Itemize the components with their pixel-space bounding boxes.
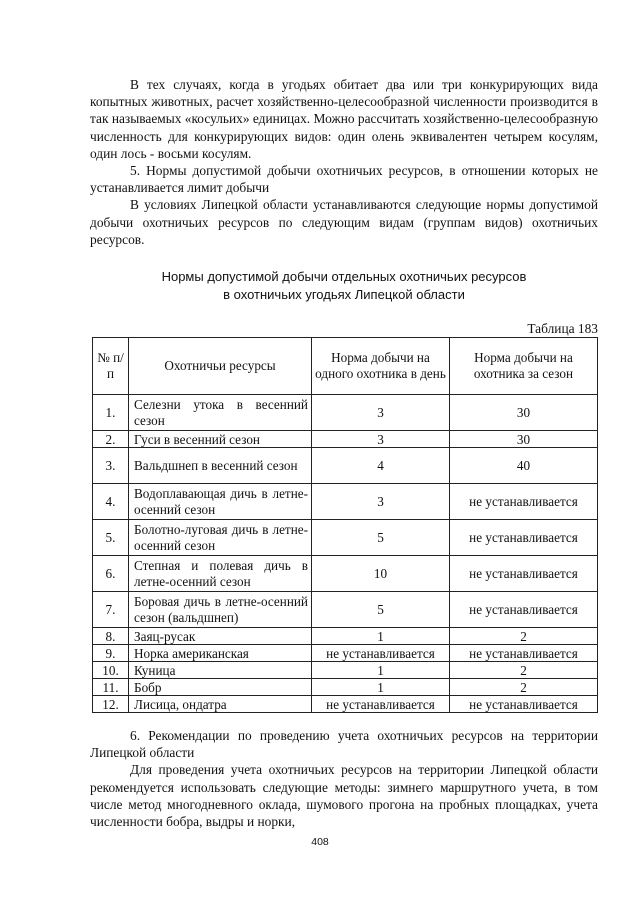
row-per-season: не устанавливается: [450, 520, 598, 556]
row-per-day: 5: [312, 592, 450, 628]
hunting-norms-table: [92, 337, 598, 713]
table-number-label: Таблица 183: [527, 321, 598, 336]
row-per-day: 3: [312, 395, 450, 431]
row-resource: Гуси в весенний сезон: [129, 431, 312, 448]
row-per-season: не устанавливается: [450, 592, 598, 628]
table-row: [93, 662, 598, 679]
row-number: 8.: [93, 628, 129, 645]
row-per-season: не устанавливается: [450, 484, 598, 520]
table-row: [93, 628, 598, 645]
row-number: 7.: [93, 592, 129, 628]
row-per-day: 4: [312, 448, 450, 484]
row-per-season: 30: [450, 431, 598, 448]
row-number: 2.: [93, 431, 129, 448]
row-per-season: 2: [450, 628, 598, 645]
row-resource: Куница: [129, 662, 312, 679]
row-per-day: 1: [312, 679, 450, 696]
paragraph-roe-units: В тех случаях, когда в угодьях обитает два или три конкурирующих вида копытных животных, расчет хозяйственно-целесообразной численности производится в так называемых «косульих» единицах. Можно рассчитать хозяйственно-целесообразную численность для конкурирующих видов: один олень эквивалентен четырем косулям, один лось - восьми косулям.: [90, 77, 598, 161]
header-per-season: Норма добычи на охотника за сезон: [450, 338, 598, 395]
row-per-season: 2: [450, 679, 598, 696]
row-number: 10.: [93, 662, 129, 679]
row-number: 9.: [93, 645, 129, 662]
row-resource: Норка американская: [129, 645, 312, 662]
row-resource: Селезни утока в весенний сезон: [129, 395, 312, 431]
table-row: [93, 395, 598, 431]
table-row: [93, 484, 598, 520]
intro-text: [90, 76, 598, 248]
table-row: [93, 448, 598, 484]
row-per-day: 10: [312, 556, 450, 592]
table-row: [93, 520, 598, 556]
caption-line-1: Нормы допустимой добычи отдельных охотничьих ресурсов: [161, 269, 527, 284]
row-number: 3.: [93, 448, 129, 484]
header-number: № п/п: [93, 338, 129, 395]
paragraph-norms-intro: В условиях Липецкой области устанавливаются следующие нормы допустимой добычи охотничьих ресурсов по следующим видам (группам видов) охотничьих ресурсов.: [90, 197, 598, 247]
caption-line-2: в охотничьих угодьях Липецкой области: [223, 287, 465, 302]
row-number: 6.: [93, 556, 129, 592]
section-5-heading: 5. Нормы допустимой добычи охотничьих ресурсов, в отношении которых не устанавливается лимит добычи: [90, 163, 598, 196]
row-per-season: 30: [450, 395, 598, 431]
row-resource: Заяц-русак: [129, 628, 312, 645]
row-per-day: не устанавливается: [312, 696, 450, 713]
row-per-day: 3: [312, 431, 450, 448]
paragraph-survey-methods: Для проведения учета охотничьих ресурсов на территории Липецкой области рекомендуется использовать следующие методы: зимнего маршрутного учета, в том числе метод многодневного оклада, шумового прогона на пробных площадках, учета численности бобра, выдры и норки,: [90, 762, 598, 830]
row-per-season: не устанавливается: [450, 645, 598, 662]
table-row: [93, 645, 598, 662]
table-row: [93, 696, 598, 713]
table-header-row: [93, 338, 598, 395]
row-number: 4.: [93, 484, 129, 520]
table-row: [93, 592, 598, 628]
row-per-day: 3: [312, 484, 450, 520]
row-resource: Боровая дичь в летне-осенний сезон (вальдшнеп): [129, 592, 312, 628]
row-resource: Вальдшнеп в весенний сезон: [129, 448, 312, 484]
row-resource: Лисица, ондатра: [129, 696, 312, 713]
row-per-day: 1: [312, 628, 450, 645]
row-per-day: 1: [312, 662, 450, 679]
row-number: 5.: [93, 520, 129, 556]
row-resource: Водоплавающая дичь в летне-осенний сезон: [129, 484, 312, 520]
row-number: 11.: [93, 679, 129, 696]
row-per-season: не устанавливается: [450, 556, 598, 592]
row-number: 1.: [93, 395, 129, 431]
table-row: [93, 431, 598, 448]
header-per-day: Норма добычи на одного охотника в день: [312, 338, 450, 395]
table-row: [93, 556, 598, 592]
table-caption: [90, 268, 598, 304]
row-per-season: не устанавливается: [450, 696, 598, 713]
row-per-season: 40: [450, 448, 598, 484]
table-row: [93, 679, 598, 696]
row-number: 12.: [93, 696, 129, 713]
bottom-text: [90, 727, 598, 830]
row-resource: Степная и полевая дичь в летне-осенний сезон: [129, 556, 312, 592]
row-resource: Болотно-луговая дичь в летне-осенний сезон: [129, 520, 312, 556]
row-per-season: 2: [450, 662, 598, 679]
section-6-heading: 6. Рекомендации по проведению учета охотничьих ресурсов на территории Липецкой области: [90, 728, 598, 761]
page-number: 408: [311, 836, 329, 848]
row-resource: Бобр: [129, 679, 312, 696]
row-per-day: 5: [312, 520, 450, 556]
header-resource: Охотничьи ресурсы: [129, 338, 312, 395]
row-per-day: не устанавливается: [312, 645, 450, 662]
